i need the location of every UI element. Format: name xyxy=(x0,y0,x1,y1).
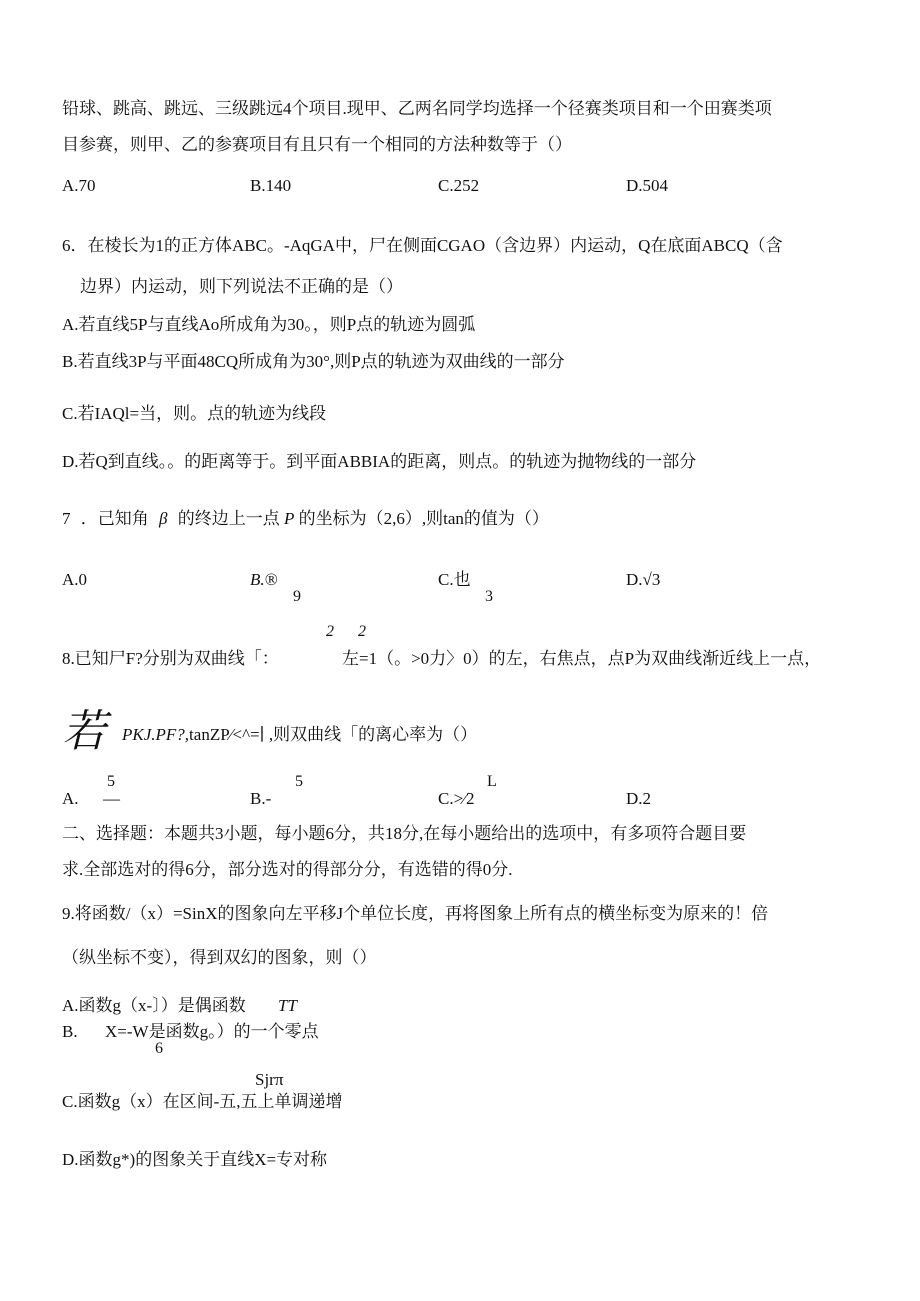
q5-option-c: C.252 xyxy=(438,176,480,195)
section2-instructions-line1: 二、选择题：本题共3小题，每小题6分，共18分,在每小题给出的选项中，有多项符合题目要 xyxy=(62,824,747,843)
q6-option-c: C.若IAQl=当，则。点的轨迹为线段 xyxy=(62,404,327,423)
q8-stem-right: 左=1（。>0力〉0）的左，右焦点，点P为双曲线渐近线上一点， xyxy=(342,649,822,668)
q8-option-b-top: 5 xyxy=(295,773,303,790)
q7-stem xyxy=(62,510,549,527)
q8-exponents: 2 2 xyxy=(326,623,366,640)
q8-option-c: C.>∕2 xyxy=(438,789,475,808)
q9-stem-line2: （纵坐标不变），得到双幻的图象，则（） xyxy=(62,948,377,967)
q9-option-a-pi: TT xyxy=(278,996,297,1015)
q5-option-a: A.70 xyxy=(62,176,96,195)
section2-instructions-line2: 求.全部选对的得6分，部分选对的得部分分，有选错的得0分. xyxy=(62,860,513,879)
q6-stem-line2: 边界）内运动，则下列说法不正确的是（） xyxy=(80,277,403,296)
q7-option-a: A.0 xyxy=(62,570,88,589)
q5-option-d: D.504 xyxy=(626,176,669,195)
q7-stem-part3: 的坐标为（2,6）,则tan的值为（） xyxy=(298,509,549,528)
q7-number: 7 xyxy=(62,509,71,528)
q8-option-b: B.- xyxy=(250,789,272,808)
q8-option-a-bar: — xyxy=(103,789,120,808)
q8-option-a: A. xyxy=(62,789,79,808)
q5-stem-line2: 目参赛，则甲、乙的参赛项目有且只有一个相同的方法种数等于（） xyxy=(62,135,572,154)
q8-option-a-top: 5 xyxy=(107,773,115,790)
q8-condition-vectors: PKJ.PF?, xyxy=(122,725,190,744)
q7-option-c-denominator: 3 xyxy=(485,588,493,605)
q6-option-b: B.若直线3P与平面48CQ所成角为30°,则P点的轨迹为双曲线的一部分 xyxy=(62,352,565,371)
q8-stem-left: 8.已知尸F?分别为双曲线「： xyxy=(62,649,279,668)
q6-stem-line1: 6．在棱长为1的正方体ABC。-AqGA中，尸在侧面CGAO（含边界）内运动，Q在底面ABCQ（含 xyxy=(62,236,783,255)
q6-option-d: D.若Q到直线。。的距离等于。到平面ABBIA的距离，则点。的轨迹为抛物线的一部分 xyxy=(62,452,697,471)
q7-option-c: C.也 xyxy=(438,570,471,589)
q8-option-d: D.2 xyxy=(626,789,652,808)
q7-stem-part1: ．己知角 xyxy=(80,509,149,528)
q9-option-b-label: B. xyxy=(62,1022,78,1041)
q7-stem-part2: 的终边上一点 xyxy=(177,509,280,528)
q6-option-a: A.若直线5P与直线Ao所成角为30。，则P点的轨迹为圆弧 xyxy=(62,315,476,334)
q9-option-a: A.函数g（x-〕）是偶函数 xyxy=(62,996,246,1015)
q7-option-b-denominator: 9 xyxy=(293,588,301,605)
q7-option-b: B.® xyxy=(250,570,278,589)
q8-condition-rest: tanZP∕<^=∣ ,则双曲线「的离心率为（） xyxy=(189,725,478,744)
q9-option-b-denominator: 6 xyxy=(155,1040,163,1057)
q9-option-b: X=-W是函数g。）的一个零点 xyxy=(105,1022,319,1041)
q9-stem-line1: 9.将函数/（x）=SinX的图象向左平移J个单位长度，再将图象上所有点的横坐标变为原来的！倍 xyxy=(62,904,769,923)
q8-option-c-top: L xyxy=(487,773,497,790)
q8-condition xyxy=(122,726,477,743)
q5-stem-line1: 铅球、跳高、跳远、三级跳远4个项目.现甲、乙两名同学均选择一个径赛类项目和一个田赛类项 xyxy=(62,99,772,118)
q9-option-c-top: Sjrπ xyxy=(255,1070,284,1089)
q9-option-c: C.函数g（x）在区间-五,五上单调递增 xyxy=(62,1092,343,1111)
q7-option-d: D.√3 xyxy=(626,570,661,589)
q7-beta: β xyxy=(159,509,168,528)
q5-option-b: B.140 xyxy=(250,176,292,195)
q8-ruo: 若 xyxy=(62,707,106,756)
q7-point-p: P xyxy=(283,509,295,528)
q9-option-d: D.函数g*)的图象关于直线X=专对称 xyxy=(62,1150,328,1169)
